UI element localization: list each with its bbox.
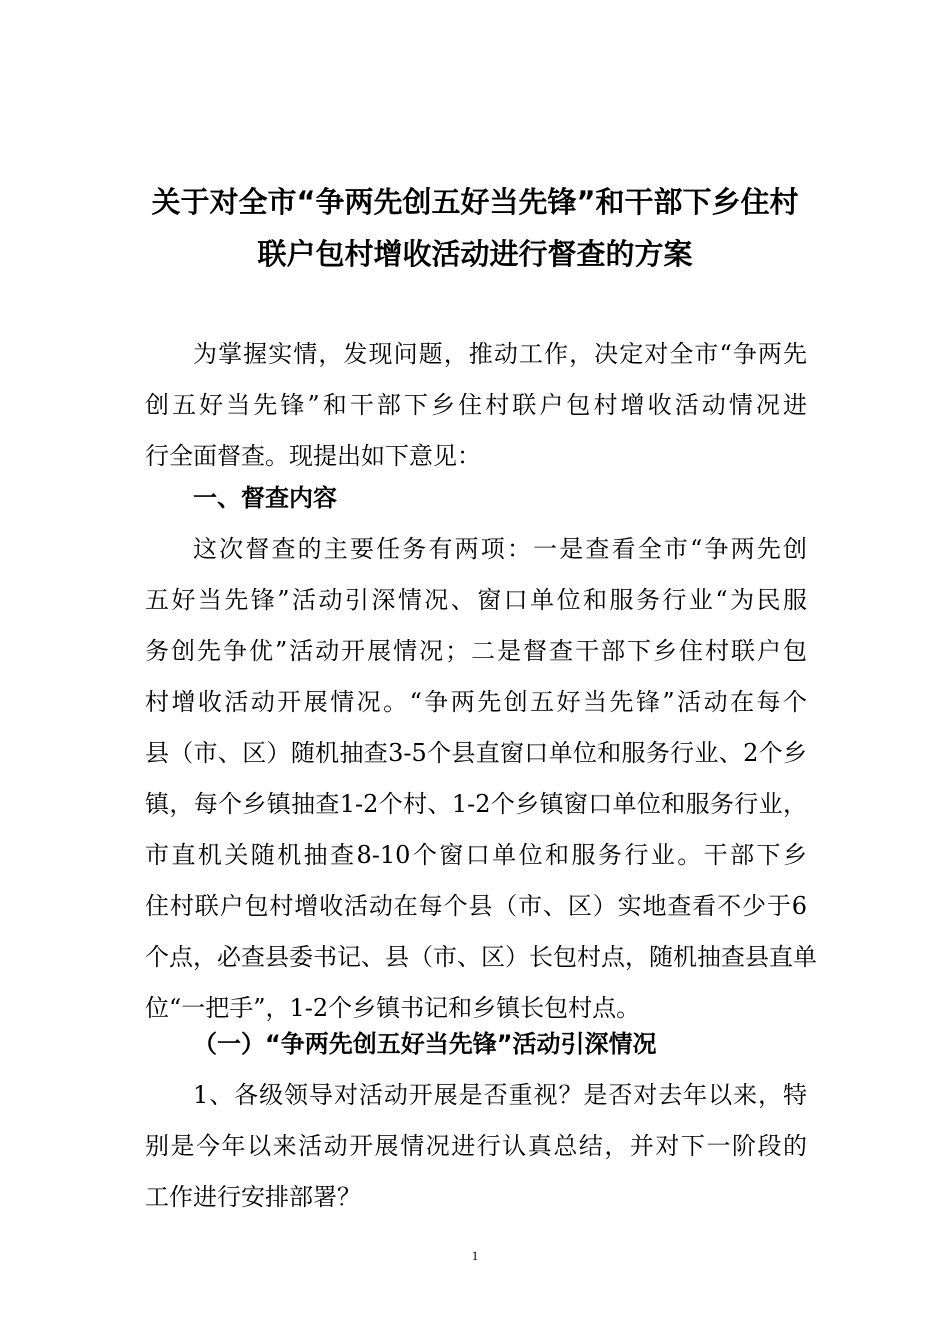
page-number: 1 [471, 1248, 479, 1263]
section-1-heading: 一、督查内容 [193, 484, 337, 512]
subsection-1-heading: （一）“争两先创五好当先锋”活动引深情况 [193, 1030, 657, 1058]
intro-line-2: 创五好当先锋”和干部下乡住村联户包村增收活动情况进 [145, 391, 807, 419]
section-1-line-3: 务创先争优”活动开展情况；二是督查干部下乡住村联户包 [145, 637, 807, 665]
item-1-line-1: 1、各级领导对活动开展是否重视？是否对去年以来，特 [193, 1081, 807, 1109]
section-1-line-7: 市直机关随机抽查8-10个窗口单位和服务行业。干部下乡 [145, 841, 807, 869]
title-line-1: 关于对全市“争两先创五好当先锋”和干部下乡住村 [151, 185, 799, 219]
section-1-line-4: 村增收活动开展情况。“争两先创五好当先锋”活动在每个 [145, 688, 807, 716]
item-1-line-3: 工作进行安排部署？ [145, 1183, 361, 1211]
section-1-paragraph [145, 524, 817, 1034]
section-1-line-5: 县（市、区）随机抽查3-5个县直窗口单位和服务行业、2个乡 [145, 739, 807, 767]
document-title [100, 176, 850, 280]
section-1-line-9: 个点，必查县委书记、县（市、区）长包村点，随机抽查县直单 [145, 943, 817, 971]
section-1-line-6: 镇，每个乡镇抽查1-2个村、1-2个乡镇窗口单位和服务行业， [145, 790, 807, 818]
section-1-line-8: 住村联户包村增收活动在每个县（市、区）实地查看不少于6 [145, 892, 807, 920]
section-1-line-10: 位“一把手”，1-2个乡镇书记和乡镇长包村点。 [145, 994, 641, 1022]
item-1-paragraph [145, 1070, 807, 1223]
intro-line-3: 行全面督查。现提出如下意见： [145, 442, 481, 470]
title-line-2: 联户包村增收活动进行督查的方案 [257, 237, 693, 271]
section-1-line-1: 这次督查的主要任务有两项：一是查看全市“争两先创 [193, 535, 807, 563]
item-1-line-2: 别是今年以来活动开展情况进行认真总结，并对下一阶段的 [145, 1132, 807, 1160]
intro-line-1: 为掌握实情，发现问题，推动工作，决定对全市“争两先 [193, 340, 807, 368]
intro-paragraph [145, 329, 807, 482]
section-1-line-2: 五好当先锋”活动引深情况、窗口单位和服务行业“为民服 [145, 586, 807, 614]
